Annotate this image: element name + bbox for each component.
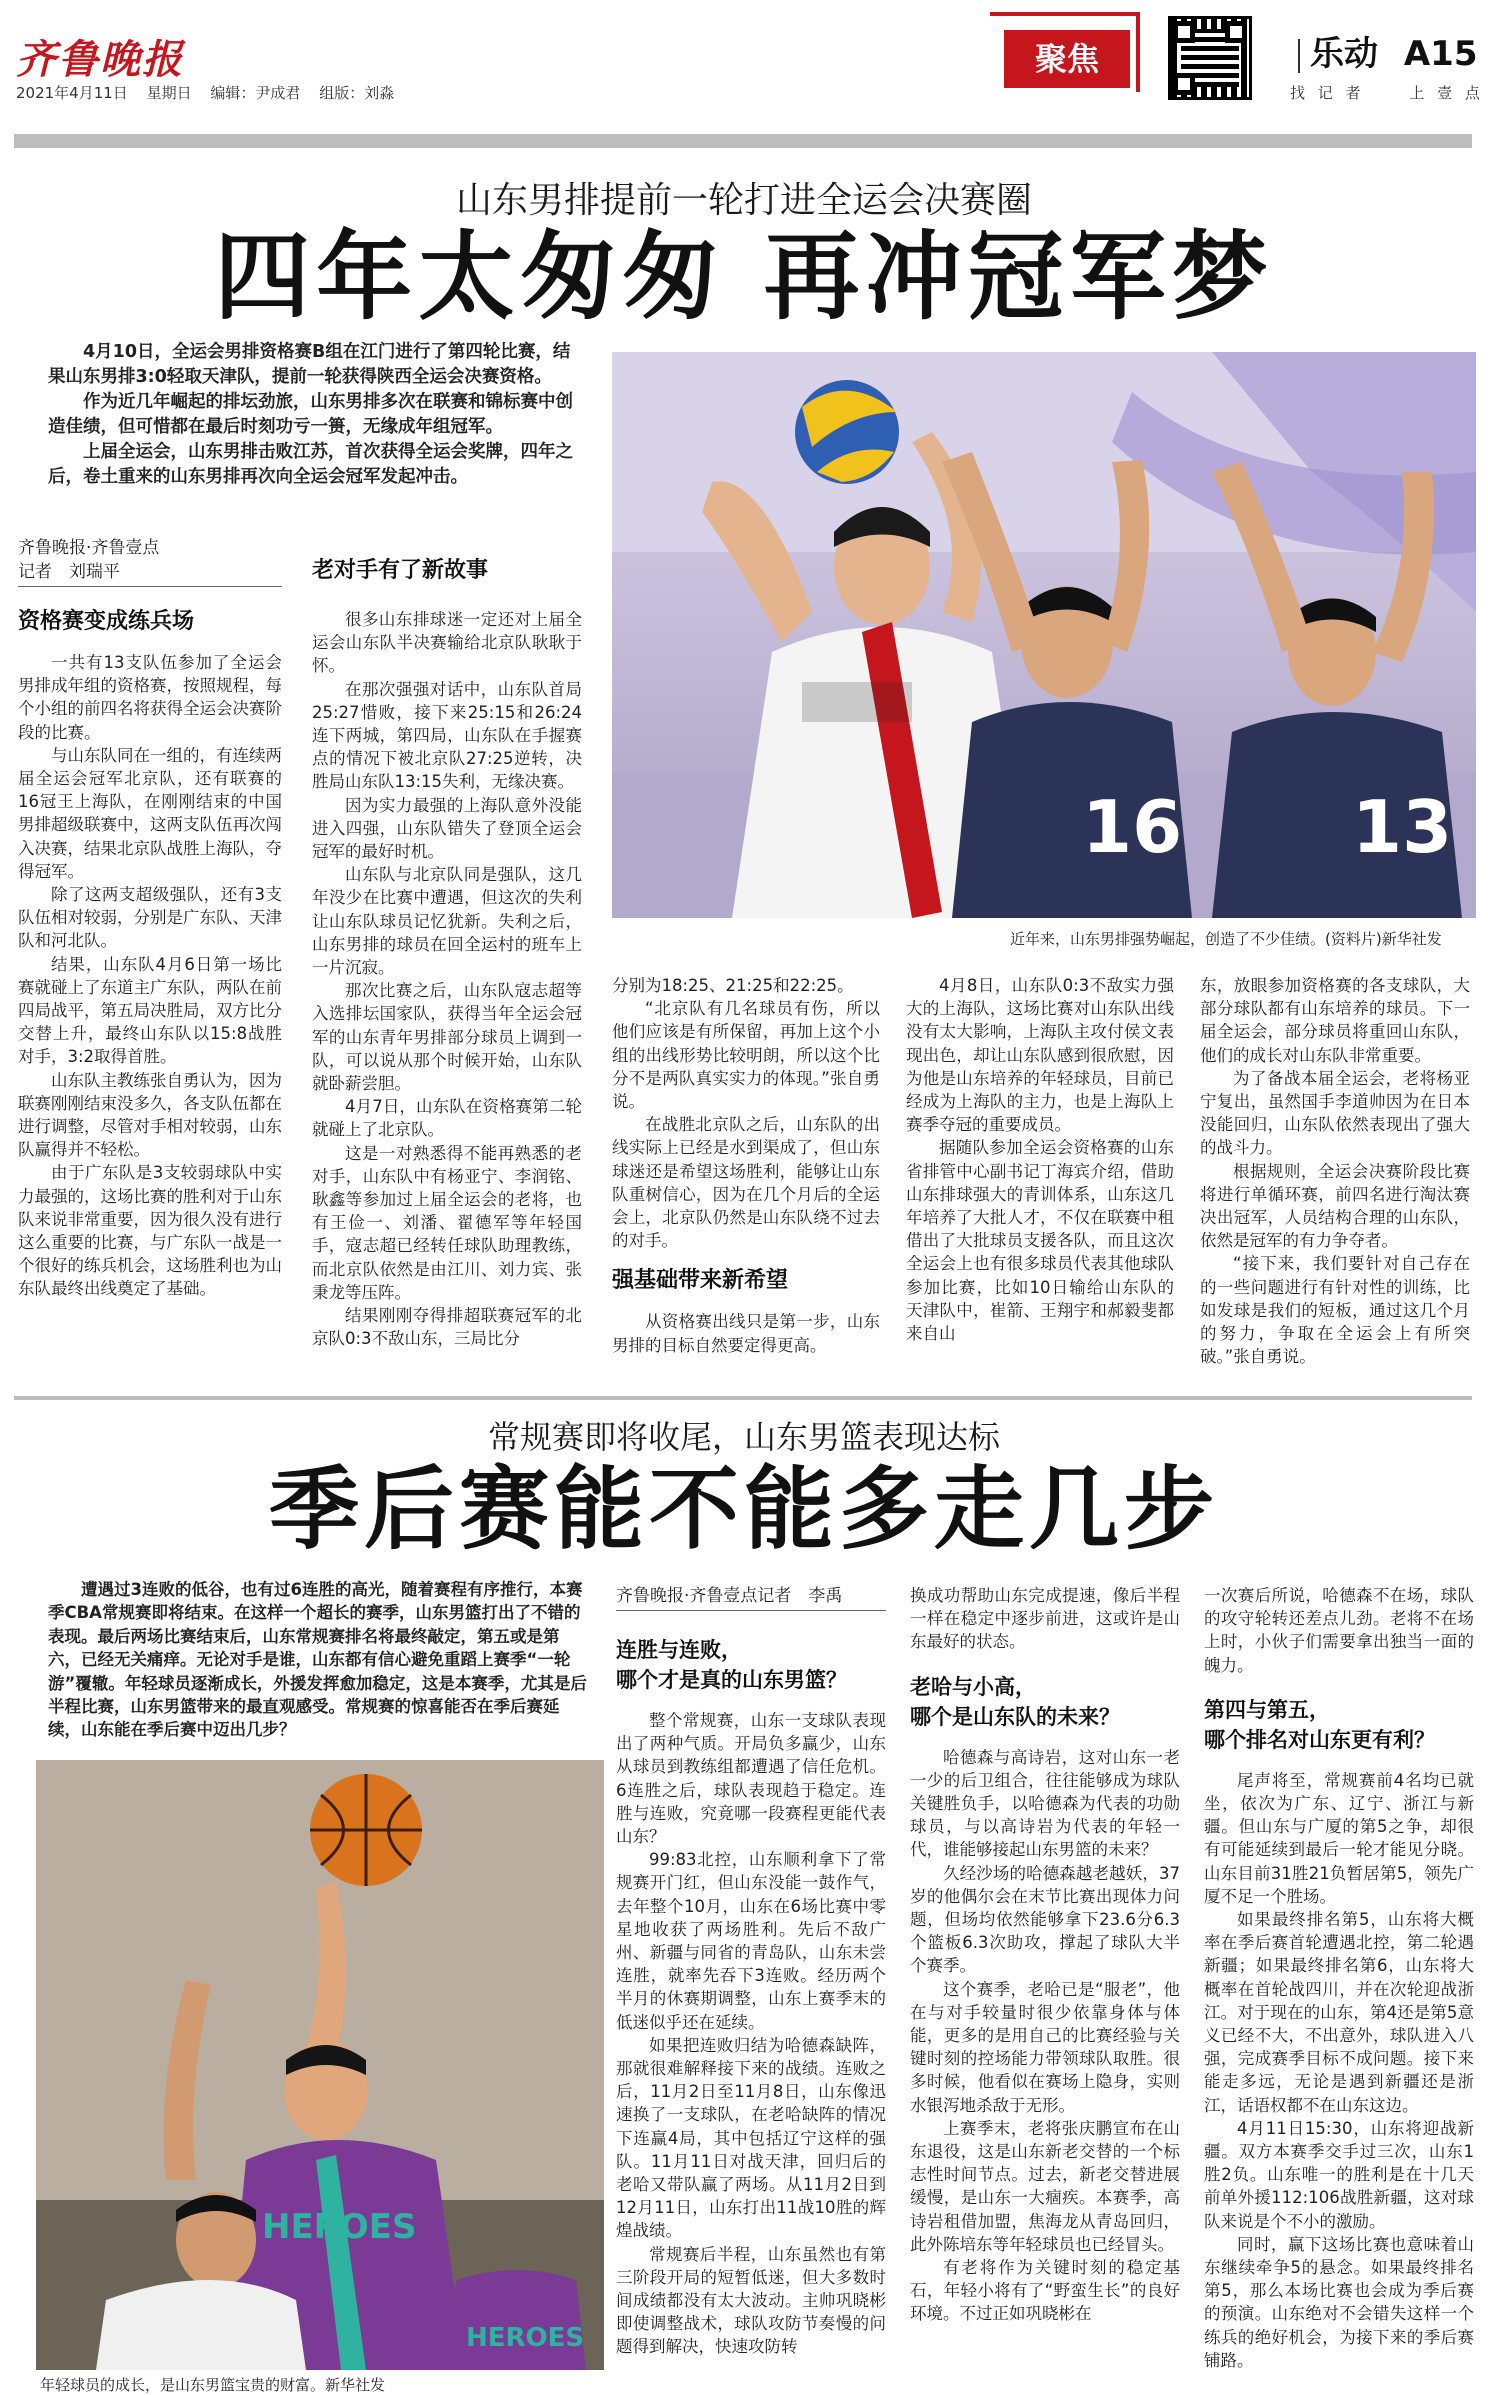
article1-column-1: 齐鲁晚报·齐鲁壹点 记者 刘瑞平 资格赛变成练兵场 一共有13支队伍参加了全运会男排成年组的资格赛，按照规程，每个小组的前四名将获得全运会决赛阶段的比赛。 与山东队同在一组的，有连续两届全运会冠军北京队，还有联赛的16冠王上海队，在刚刚结束的中国男排超级联赛中，这两支队伍再次闯入决赛，结果北京队战胜上海队，夺得冠军。 除了这两支超级强队，还有3支队伍相对较弱，分别是广东队、天津队和河北队。 结果，山东队4月6日第一场比赛就碰上了东道主广东队，两队在前四局战平，第五局决胜局，双方比分交替上升，最终山东队以15:8战胜对手，3:2取得首胜。 山东队主教练张自勇认为，因为联赛刚刚结束没多久，各支队伍都在进行调整，尽管对手相对较弱，山东队赢得并不轻松。 由于广东队是3支较弱球队中实力最强的，这场比赛的胜利对于山东队来说非常重要，因为很久没有进行这么重要的比赛，与广东队一战是一个很好的练兵机会，这场胜利也为山东队最终出线奠定了基础。 [18,538,282,1299]
reporter-hotline: 找 记 者 上 壹 点 [1290,84,1484,102]
layout-credit: 组版：刘淼 [319,84,395,102]
bench-jersey-heroes-label: HEROES [466,2323,585,2353]
article2-lead: 遭遇过3连败的低谷，也有过6连胜的高光，随着赛程有序推行，本赛季CBA常规赛即将结束。在这样一个超长的赛季，山东男篮打出了不错的表现。最后两场比赛结束后，山东常规赛排名将最终敲定，第五或是第六，已经无关痛痒。无论对手是谁，山东都有信心避免重蹈上赛季“一轮游”覆辙。年轻球员逐渐成长，外援发挥愈加稳定，这是本赛季，尤其是后半程比赛，山东男篮带来的最直观感受。常规赛的惊喜能否在季后赛延续，山东能在季后赛中迈出几步？ [48,1580,587,1740]
article2-subhead-ranking: 第四与第五， 哪个排名对山东更有利？ [1204,1697,1435,1752]
article1-byline-reporter: 记者 刘瑞平 [18,560,282,587]
article1-column-3: 分别为18:25、21:25和22:25。 “北京队有几名球员有伤，所以他们应该是有所保留，再加上这个小组的出线形势比较明朗，所以这个比分不是两队真实实力的体现。”张自勇说。 在战胜北京队之后，山东队的出线实际上已经是水到渠成了，但山东球迷还是希望这场胜利，能够让山东队重树信心，因为在几个月后的全运会上，北京队仍然是山东队绕不过去的对手。 强基础带来新希望 从资格赛出线只是第一步，山东男排的目标自然要定得更高。 [612,976,880,1355]
section-divider [14,1396,1472,1400]
article1-byline-org: 齐鲁晚报·齐鲁壹点 [18,538,160,558]
article1-subtitle: 山东男排提前一轮打进全运会决赛圈 [455,180,1032,221]
section-name: 乐动 [1310,34,1378,74]
jersey-number-13: 13 [1352,785,1453,869]
article2-headline: 季后赛能不能多走几步 [269,1457,1219,1562]
article1-column-4: 4月8日，山东队0:3不敌实力强大的上海队，这场比赛对山东队出线没有太大影响，上海队主攻付侯文表现出色，却让山东队感到很欣慰，因为他是山东培养的年轻球员，目前已经成为上海队的主力，也是上海队上赛季夺冠的重要成员。 据随队参加全运会资格赛的山东省排管中心副书记丁海宾介绍，借助山东排球强大的青训体系，山东这几年培养了大批人才，不仅在联赛中租借出了大批球员支援各队，而且这次全运会上也有很多球员代表其他球队参加比赛，比如10日输给山东队的天津队中，崔箭、王翔宇和郝毅斐都来自山 [906,976,1174,1344]
newspaper-logo: 齐鲁晚报 [16,36,184,83]
article1-headline: 四年太匆匆 再冲冠军梦 [214,221,1274,333]
issue-weekday: 星期日 [146,84,192,102]
issue-date: 2021年4月11日 [16,84,128,102]
volleyball-illustration [612,352,1476,918]
article1-subhead-rivals: 老对手有了新故事 [312,558,489,583]
article2-column-2: 换成功帮助山东完成提速，像后半程一样在稳定中逐步前进，这或许是山东最好的状态。 老哈与小高， 哪个是山东队的未来？ 哈德森与高诗岩，这对山东一老一少的后卫组合，往往能够成为球队关键胜负手，以哈德森为代表的功勋球员，与以高诗岩为代表的年轻一代，谁能够接起山东男篮的未来？ 久经沙场的哈德森越老越妖，37岁的他偶尔会在末节比赛出现体力问题，但场均依然能够拿下23.6分6.3个篮板6.3次助攻，撑起了球队大半个赛季。 这个赛季，老哈已是“服老”，他在与对手较量时很少依靠身体与体能，更多的是用自己的比赛经验与关键时刻的控场能力带领球队取胜。很多时候，他看似在赛场上隐身，实则水银泻地杀敌于无形。 上赛季末，老将张庆鹏宣布在山东退役，这是山东新老交替的一个标志性时间节点。过去，新老交替进展缓慢，是山东一大痼疾。本赛季，高诗岩租借加盟，焦海龙从青岛回归，此外陈培东等年轻球员也已经冒头。 有老将作为关键时刻的稳定基石，年轻小将有了“野蛮生长”的良好环境。不过正如巩晓彬在 [910,1586,1180,2324]
article2-subhead-streaks: 连胜与连败， 哪个才是真的山东男篮？ [616,1638,847,1692]
basketball-photo [36,1760,604,2370]
editor-credit: 编辑：尹成君 [210,84,301,102]
article2-subhead-veterans: 老哈与小高， 哪个是山东队的未来？ [910,1674,1120,1729]
qr-code-icon[interactable] [1168,16,1252,100]
section-header [1288,26,1477,75]
focus-tag: 聚焦 [1004,30,1130,88]
volleyball-photo [612,352,1476,918]
dateline [16,82,408,103]
article1-subhead-qualifier: 资格赛变成练兵场 [18,609,195,634]
article2-column-3: 一次赛后所说，哈德森不在场，球队的攻守轮转还差点儿劲。老将不在场上时，小伙子们需要拿出独当一面的魄力。 第四与第五， 哪个排名对山东更有利？ 尾声将至，常规赛前4名均已就坐，依次为广东、辽宁、浙江与新疆。但山东与广厦的第5之争，却很有可能延续到最后一轮才能见分晓。山东目前31胜21负暂居第5，领先广厦不足一个胜场。 如果最终排名第5，山东将大概率在季后赛首轮遭遇北控，第二轮遇新疆；如果最终排名第6，山东将大概率在首轮战四川，并在次轮迎战浙江。对于现在的山东，第4还是第5意义已经不大，不出意外，球队进入八强，完成赛季目标不成问题。接下来能走多远，无论是遇到新疆还是浙江，话语权都不在山东这边。 4月11日15:30，山东将迎战新疆。双方本赛季交手过三次，山东1胜2负。山东唯一的胜利是在十几天前单外援112:106战胜新疆，这对球队来说是个不小的激励。 同时，赢下这场比赛也意味着山东继续牵争5的悬念。如果最终排名第5，那么本场比赛也会成为季后赛的预演。山东绝对不会错失这样一个练兵的绝好机会，为接下来的季后赛铺路。 [1204,1586,1474,2370]
jersey-number-16: 16 [1082,785,1183,869]
article1-subhead-foundation: 强基础带来新希望 [612,1268,789,1294]
article1-column-2: 老对手有了新故事 很多山东排球迷一定还对上届全运会山东队半决赛输给北京队耿耿于怀。 在那次强强对话中，山东队首局25:27惜败，接下来25:15和26:24连下两城，第四局，山东队在手握赛点的情况下被北京队27:25逆转，决胜局山东队13:15失利，无缘决赛。 因为实力最强的上海队意外没能进入四强，山东队错失了登顶全运会冠军的最好时机。 山东队与北京队同是强队，这几年没少在比赛中遭遇，但这次的失利让山东队球员记忆犹新。失利之后，山东男排的球员在回全运村的班车上一片沉寂。 那次比赛之后，山东队寇志超等入选排坛国家队，获得当年全运会冠军的山东青年男排部分球员上调到一队，可以说从那个时候开始，山东队就卧薪尝胆。 4月7日，山东队在资格赛第二轮就碰上了北京队。 这是一对熟悉得不能再熟悉的老对手，山东队中有杨亚宁、李润铭、耿鑫等参加过上届全运会的老将，也有王俭一、刘潘、翟德军等年轻国手，寇志超已经转任球队助理教练，而北京队依然是由江川、刘力宾、张秉龙等压阵。 结果刚刚夺得排超联赛冠军的北京队0:3不敌山东，三局比分 [312,558,582,1349]
article2-column-1: 齐鲁晚报·齐鲁壹点记者 李禹 连胜与连败， 哪个才是真的山东男篮？ 整个常规赛，山东一支球队表现出了两种气质。开局负多赢少，山东从球员到教练组都遭遇了信任危机。6连胜之后，球队表现趋于稳定。连胜与连败，究竟哪一段赛程更能代表山东？ 99:83北控，山东顺利拿下了常规赛开门红，但山东没能一鼓作气，去年整个10月，山东在6场比赛中零星地收获了两场胜利。先后不敌广州、新疆与同省的青岛队，山东未尝连胜，就率先吞下3连败。经历两个半月的休赛期调整，山东上赛季末的低迷似乎还在延续。 如果把连败归结为哈德森缺阵，那就很难解释接下来的战绩。连败之后，11月2日至11月8日，山东像迅速换了一支球队，在老哈缺阵的情况下连赢4局，其中包括辽宁这样的强队。11月11日对战天津，回归后的老哈又带队赢了两场。从11月2日到12月11日，山东打出11战10胜的辉煌战绩。 常规赛后半程，山东虽然也有第三阶段开局的短暂低迷，但大多数时间成绩都没有太大波动。主帅巩晓彬即使调整战术，球队攻防节奏慢的问题得到解决，快速攻防转 [616,1586,886,2357]
basketball-illustration [36,1760,604,2370]
page-number: A15 [1403,34,1478,74]
top-rule [14,134,1472,148]
article2-byline: 齐鲁晚报·齐鲁壹点记者 李禹 [616,1584,886,1611]
article1-lead: 4月10日，全运会男排资格赛B组在江门进行了第四轮比赛，结果山东男排3:0轻取天津队，提前一轮获得陕西全运会决赛资格。 作为近几年崛起的排坛劲旅，山东男排多次在联赛和锦标赛中创造佳绩，但可惜都在最后时刻功亏一篑，无缘成年组冠军。 上届全运会，山东男排击败江苏，首次获得全运会奖牌，四年之后，卷土重来的山东男排再次向全运会冠军发起冲击。 [48,342,573,487]
volleyball-photo-caption: 近年来，山东男排强势崛起，创造了不少佳绩。(资料片)新华社发 [1010,930,1442,948]
article2-subtitle: 常规赛即将收尾，山东男篮表现达标 [487,1418,1000,1456]
jersey-heroes-label: HEROES [262,2207,417,2247]
article1-column-5: 东，放眼参加资格赛的各支球队，大部分球队都有山东培养的球员。下一届全运会，部分球员将重回山东队，他们的成长对山东队非常重要。 为了备战本届全运会，老将杨亚宁复出，虽然国手李道帅因为在日本没能回归，山东队依然表现出了强大的战斗力。 根据规则，全运会决赛阶段比赛将进行单循环赛，前四名进行淘汰赛决出冠军，人员结构合理的山东队，依然是冠军的有力争夺者。 “接下来，我们要针对自己存在的一些问题进行有针对性的训练，比如发球是我们的短板，通过这几个月的努力，争取在全运会上有所突破。”张自勇说。 [1200,976,1470,1367]
basketball-photo-caption: 年轻球员的成长，是山东男篮宝贵的财富。新华社发 [40,2376,386,2394]
